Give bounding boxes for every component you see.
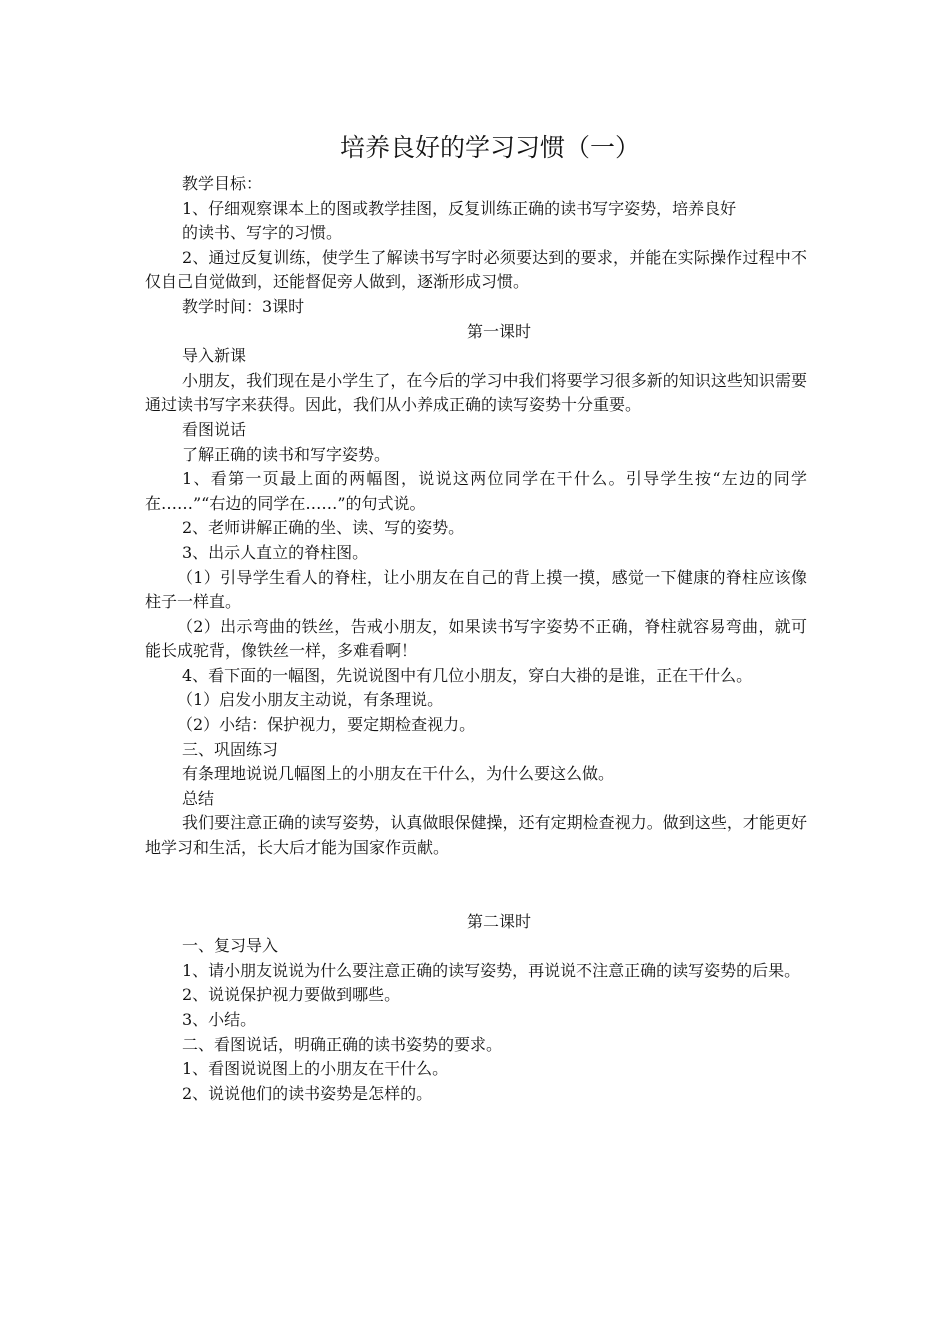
lesson-1-paragraph: 了解正确的读书和写字姿势。 xyxy=(182,444,391,464)
lesson-2-paragraph: 1、看图说说图上的小朋友在干什么。 xyxy=(182,1059,449,1079)
lesson-1-paragraph: （1）启发小朋友主动说，有条理说。 xyxy=(177,690,444,710)
paragraph-objectives-label: 教学目标： xyxy=(182,174,263,193)
lesson-1-paragraph: 2、老师讲解正确的坐、读、写的姿势。 xyxy=(182,518,465,538)
lesson-2-paragraph: 3、小结。 xyxy=(182,1010,257,1029)
paragraph-objective-2: 2、通过反复训练，使学生了解读书写字时必须要达到的要求，并能在实际操作过程中不仅自己自觉做到，还能督促旁人做到，逐渐形成习惯。 xyxy=(145,247,807,292)
lesson-1-paragraph: （2）出示弯曲的铁丝，告戒小朋友，如果读书写字姿势不正确，脊柱就容易弯曲，就可能长成驼背，像铁丝一样，多难看啊！ xyxy=(145,616,807,661)
lesson-2-heading: 第二课时 xyxy=(466,911,531,931)
lesson-1-paragraph: 3、出示人直立的脊柱图。 xyxy=(182,542,369,562)
lesson-1-heading: 第一课时 xyxy=(466,321,531,341)
lesson-1-paragraph: 导入新课 xyxy=(182,346,247,366)
lesson-1-paragraph: 4、看下面的一幅图，先说说图中有几位小朋友，穿白大褂的是谁，正在干什么。 xyxy=(182,665,753,685)
lesson-1-paragraph: 总结 xyxy=(182,788,215,808)
paragraph-objective-1: 1、仔细观察课本上的图或教学挂图，反复训练正确的读书写字姿势，培养良好 xyxy=(182,198,737,218)
lesson-1-paragraph: （1）引导学生看人的脊柱，让小朋友在自己的背上摸一摸，感觉一下健康的脊柱应该像柱子一样直。 xyxy=(145,567,807,612)
paragraph-teaching-time: 教学时间：3课时 xyxy=(182,296,305,316)
paragraph-objective-1-cont: 的读书、写字的习惯。 xyxy=(182,223,343,243)
lesson-2-paragraph: 2、说说他们的读书姿势是怎样的。 xyxy=(182,1083,433,1103)
lesson-1-paragraph: 看图说话 xyxy=(182,419,247,439)
lesson-2-paragraph: 二、看图说话，明确正确的读书姿势的要求。 xyxy=(182,1034,503,1054)
lesson-1-paragraph: 我们要注意正确的读写姿势，认真做眼保健操，还有定期检查视力。做到这些，才能更好地学习和生活，长大后才能为国家作贡献。 xyxy=(145,813,807,858)
lesson-2-paragraph: 一、复习导入 xyxy=(182,936,279,956)
section-gap xyxy=(145,861,807,910)
lesson-1-paragraph: 有条理地说说几幅图上的小朋友在干什么，为什么要这么做。 xyxy=(182,764,615,784)
document-title: 培养良好的学习习惯（一） xyxy=(339,133,640,162)
lesson-2-paragraph: 2、说说保护视力要做到哪些。 xyxy=(182,985,401,1005)
lesson-1-paragraph: （2）小结：保护视力，要定期检查视力。 xyxy=(177,715,476,735)
lesson-1-paragraph: 三、巩固练习 xyxy=(182,739,279,759)
document-page xyxy=(145,128,807,1106)
lesson-1-paragraph: 小朋友，我们现在是小学生了，在今后的学习中我们将要学习很多新的知识这些知识需要通过读书写字来获得。因此，我们从小养成正确的读写姿势十分重要。 xyxy=(145,370,807,415)
lesson-2-paragraph: 1、请小朋友说说为什么要注意正确的读写姿势，再说说不注意正确的读写姿势的后果。 xyxy=(182,960,801,980)
lesson-1-paragraph: 1、看第一页最上面的两幅图，说说这两位同学在干什么。引导学生按“左边的同学在……”“右边的同学在……”的句式说。 xyxy=(145,469,807,513)
